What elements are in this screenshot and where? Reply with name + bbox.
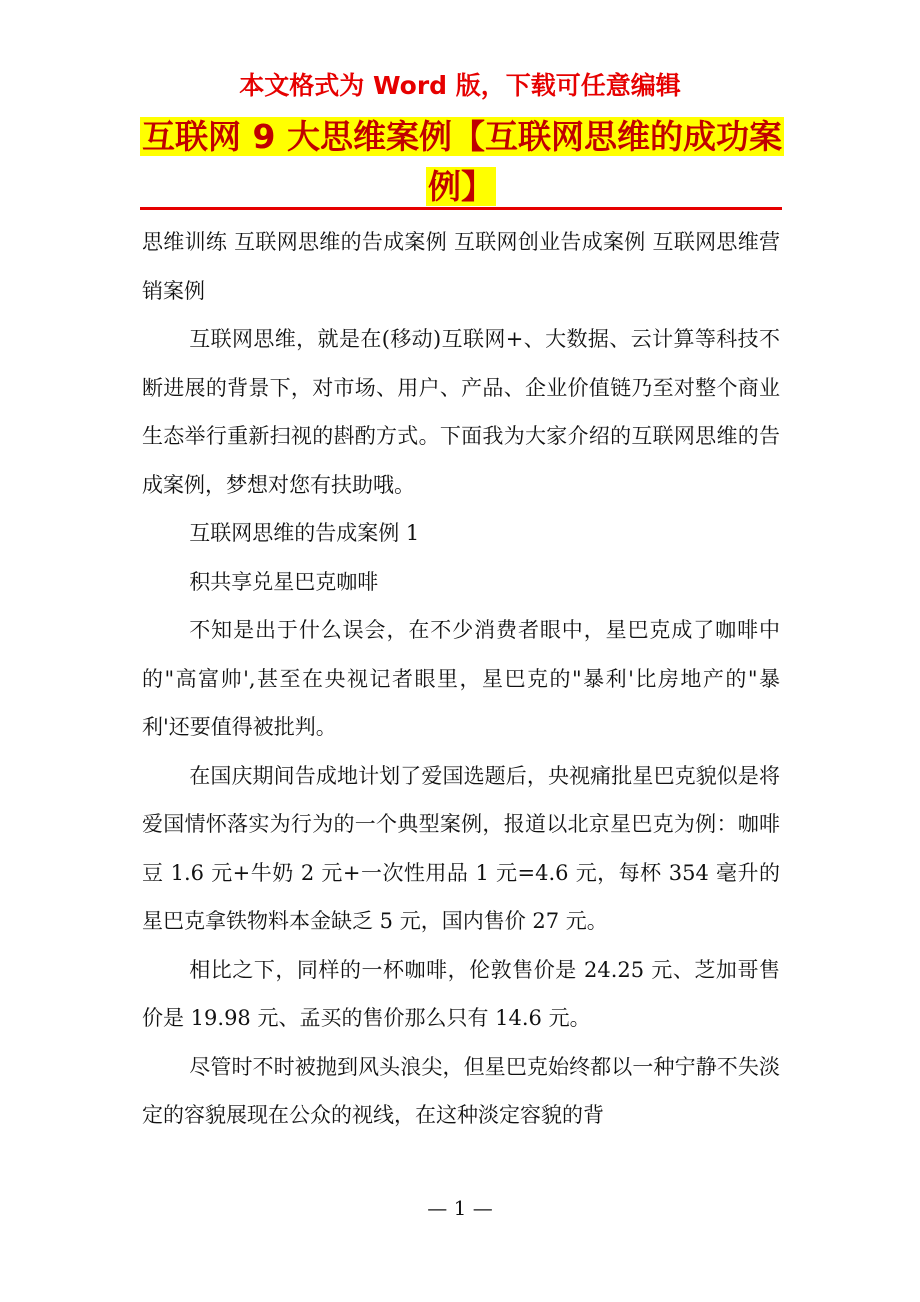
page-number: — 1 —	[427, 1196, 493, 1220]
section-heading: 互联网思维的告成案例 1	[189, 521, 420, 545]
title-divider	[140, 207, 782, 210]
document-title-text: 互联网 9 大思维案例【互联网思维的成功案例】	[142, 117, 782, 206]
body-paragraph: 在国庆期间告成地计划了爱国选题后，央视痛批星巴克貌似是将爱国情怀落实为行为的一个典型案例，报道以北京星巴克为例：咖啡豆 1.6 元+牛奶 2 元+一次性用品 1 元=4.6 元，每杯 354 毫升的星巴克拿铁物料本金缺乏 5 元，国内售价 27 元。	[142, 763, 780, 933]
body-paragraph: 尽管时不时被抛到风头浪尖，但星巴克始终都以一种宁静不失淡定的容貌展现在公众的视线，在这种淡定容貌的背	[142, 1054, 780, 1127]
document-body	[142, 218, 780, 1140]
body-paragraph: 不知是出于什么误会，在不少消费者眼中，星巴克成了咖啡中的"高富帅',甚至在央视记者眼里，星巴克的"暴利'比房地产的"暴利'还要值得被批判。	[142, 618, 780, 739]
body-paragraph: 互联网思维，就是在(移动)互联网+、大数据、云计算等科技不断进展的背景下，对市场、用户、产品、企业价值链乃至对整个商业生态举行重新扫视的斟酌方式。下面我为大家介绍的互联网思维的告成案例，梦想对您有扶助哦。	[142, 327, 780, 497]
keywords-line: 思维训练 互联网思维的告成案例 互联网创业告成案例 互联网思维营销案例	[142, 230, 780, 303]
format-notice-banner: 本文格式为 Word 版，下载可任意编辑	[239, 71, 681, 100]
section-subheading: 积共享兑星巴克咖啡	[189, 569, 379, 594]
document-title	[140, 112, 782, 212]
body-paragraph: 相比之下，同样的一杯咖啡，伦敦售价是 24.25 元、芝加哥售价是 19.98 元、孟买的售价那么只有 14.6 元。	[142, 957, 780, 1030]
